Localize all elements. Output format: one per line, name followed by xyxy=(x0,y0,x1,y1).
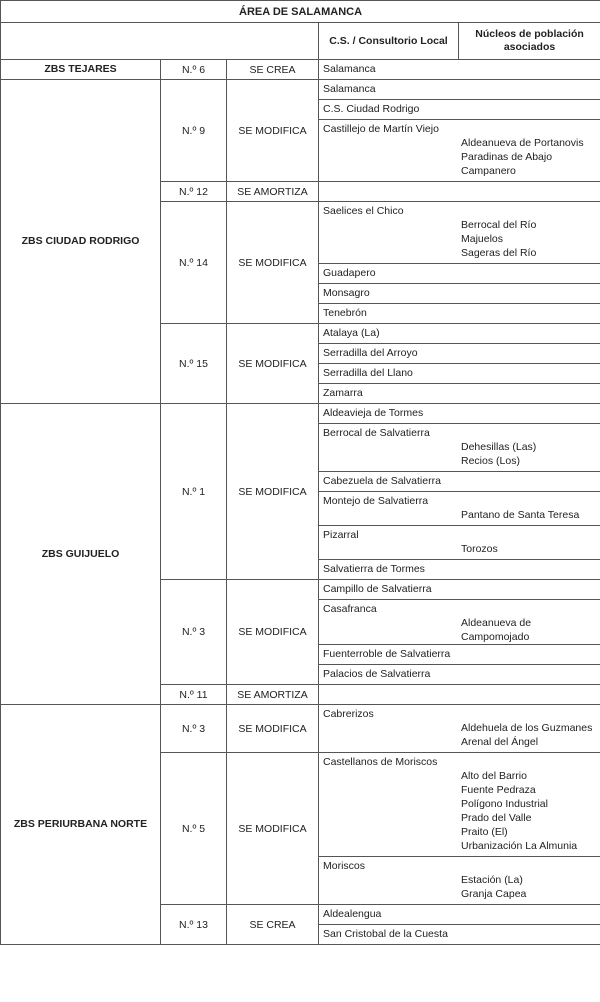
nucleo-name: Arenal del Ángel xyxy=(461,736,539,748)
nucleo-name: Berrocal del Río xyxy=(461,219,537,231)
consultorio-name: Salamanca xyxy=(323,63,376,75)
nucleo-name: Estación (La) xyxy=(461,874,523,886)
order-number: N.º 13 xyxy=(161,905,227,945)
order-number: N.º 11 xyxy=(161,685,227,705)
consultorio-cell xyxy=(319,665,600,685)
consultorio-cell xyxy=(319,100,600,120)
consultorio-cell xyxy=(319,753,600,857)
order-number: N.º 5 xyxy=(161,753,227,905)
order-number: N.º 9 xyxy=(161,80,227,182)
header-blank xyxy=(1,23,319,60)
nucleo-name: Paradinas de Abajo xyxy=(461,151,553,163)
nucleo-name: Torozos xyxy=(461,543,498,555)
action-label: SE MODIFICA xyxy=(227,202,319,324)
consultorio-cell xyxy=(319,384,600,404)
order-number: N.º 3 xyxy=(161,580,227,685)
consultorio-name: Aldeavieja de Tormes xyxy=(323,407,424,419)
nucleo-name: Aldehuela de los Guzmanes xyxy=(461,722,593,734)
nucleo-name: Pantano de Santa Teresa xyxy=(461,509,580,521)
consultorio-cell xyxy=(319,284,600,304)
consultorio-name: Zamarra xyxy=(323,387,363,399)
consultorio-cell xyxy=(319,857,600,905)
header-cs: C.S. / Consultorio Local xyxy=(319,23,459,60)
consultorio-name: Fuenterroble de Salvatierra xyxy=(323,648,451,660)
nucleo-name: Aldeanueva de Campomojado xyxy=(461,617,532,643)
header-nucleos: Núcleos de población asociados xyxy=(459,23,600,60)
consultorio-cell xyxy=(319,560,600,580)
consultorio-cell xyxy=(319,600,600,645)
consultorio-name: C.S. Ciudad Rodrigo xyxy=(323,103,420,115)
consultorio-name: Serradilla del Arroyo xyxy=(323,347,418,359)
order-number: N.º 3 xyxy=(161,705,227,753)
nucleo-name: Aldeanueva de Portanovis xyxy=(461,137,584,149)
table-row xyxy=(1,705,600,753)
action-label: SE MODIFICA xyxy=(227,404,319,580)
nucleo-name: Sageras del Río xyxy=(461,247,537,259)
action-label: SE MODIFICA xyxy=(227,705,319,753)
consultorio-name: Castillejo de Martín Viejo xyxy=(323,123,439,135)
consultorio-cell xyxy=(319,925,600,945)
consultorio-cell xyxy=(319,526,600,560)
consultorio-cell xyxy=(319,492,600,526)
consultorio-name: Palacios de Salvatierra xyxy=(323,668,431,680)
consultorio-cell xyxy=(319,80,600,100)
nucleo-name: Campanero xyxy=(461,165,516,177)
action-label: SE MODIFICA xyxy=(227,753,319,905)
action-label: SE CREA xyxy=(227,905,319,945)
nucleo-name: Dehesillas (Las) xyxy=(461,441,537,453)
consultorio-name: Serradilla del Llano xyxy=(323,367,413,379)
consultorio-name: Pizarral xyxy=(323,529,359,541)
consultorio-name: Castellanos de Moriscos xyxy=(323,756,438,768)
consultorio-name: Moriscos xyxy=(323,860,366,872)
consultorio-name: Cabrerizos xyxy=(323,708,374,720)
consultorio-name: San Cristobal de la Cuesta xyxy=(323,928,448,940)
nucleo-name: Granja Capea xyxy=(461,888,527,900)
consultorio-name: Casafranca xyxy=(323,603,377,615)
consultorio-cell xyxy=(319,304,600,324)
consultorio-cell xyxy=(319,344,600,364)
consultorio-name: Aldealengua xyxy=(323,908,382,920)
zone-name: ZBS CIUDAD RODRIGO xyxy=(1,80,161,404)
consultorio-cell xyxy=(319,685,600,705)
consultorio-name: Saelices el Chico xyxy=(323,205,404,217)
consultorio-cell xyxy=(319,404,600,424)
table-row xyxy=(1,60,600,80)
order-number: N.º 12 xyxy=(161,182,227,202)
consultorio-cell xyxy=(319,120,600,182)
action-label: SE AMORTIZA xyxy=(227,685,319,705)
consultorio-cell xyxy=(319,264,600,284)
zone-name: ZBS GUIJUELO xyxy=(1,404,161,705)
consultorio-cell xyxy=(319,705,600,753)
action-label: SE AMORTIZA xyxy=(227,182,319,202)
consultorio-cell xyxy=(319,202,600,264)
action-label: SE MODIFICA xyxy=(227,580,319,685)
table-row xyxy=(1,404,600,424)
zone-name: ZBS PERIURBANA NORTE xyxy=(1,705,161,945)
nucleo-name: Urbanización La Almunia xyxy=(461,840,578,852)
consultorio-cell xyxy=(319,182,600,202)
consultorio-cell xyxy=(319,424,600,472)
order-number: N.º 6 xyxy=(161,60,227,80)
nucleo-name: Polígono Industrial xyxy=(461,798,548,810)
table-title: ÁREA DE SALAMANCA xyxy=(1,1,600,23)
action-label: SE MODIFICA xyxy=(227,80,319,182)
nucleo-name: Fuente Pedraza xyxy=(461,784,536,796)
consultorio-name: Salamanca xyxy=(323,83,376,95)
consultorio-name: Cabezuela de Salvatierra xyxy=(323,475,441,487)
order-number: N.º 1 xyxy=(161,404,227,580)
nucleo-name: Recios (Los) xyxy=(461,455,520,467)
consultorio-name: Tenebrón xyxy=(323,307,367,319)
consultorio-cell xyxy=(319,324,600,344)
nucleo-name: Majuelos xyxy=(461,233,504,245)
consultorio-name: Montejo de Salvatierra xyxy=(323,495,429,507)
consultorio-name: Berrocal de Salvatierra xyxy=(323,427,430,439)
order-number: N.º 15 xyxy=(161,324,227,404)
consultorio-cell xyxy=(319,60,600,80)
nucleo-name: Alto del Barrio xyxy=(461,770,527,782)
nucleo-name: Prado del Valle xyxy=(461,812,532,824)
action-label: SE MODIFICA xyxy=(227,324,319,404)
table-row xyxy=(1,80,600,100)
consultorio-cell xyxy=(319,364,600,384)
consultorio-cell xyxy=(319,645,600,665)
nucleo-name: Praito (El) xyxy=(461,826,508,838)
consultorio-name: Guadapero xyxy=(323,267,376,279)
order-number: N.º 14 xyxy=(161,202,227,324)
consultorio-cell xyxy=(319,472,600,492)
zone-name: ZBS TEJARES xyxy=(1,60,161,80)
consultorio-cell xyxy=(319,580,600,600)
action-label: SE CREA xyxy=(227,60,319,80)
consultorio-name: Monsagro xyxy=(323,287,370,299)
consultorio-name: Campillo de Salvatierra xyxy=(323,583,432,595)
consultorio-cell xyxy=(319,905,600,925)
consultorio-name: Atalaya (La) xyxy=(323,327,380,339)
consultorio-name: Salvatierra de Tormes xyxy=(323,563,425,575)
